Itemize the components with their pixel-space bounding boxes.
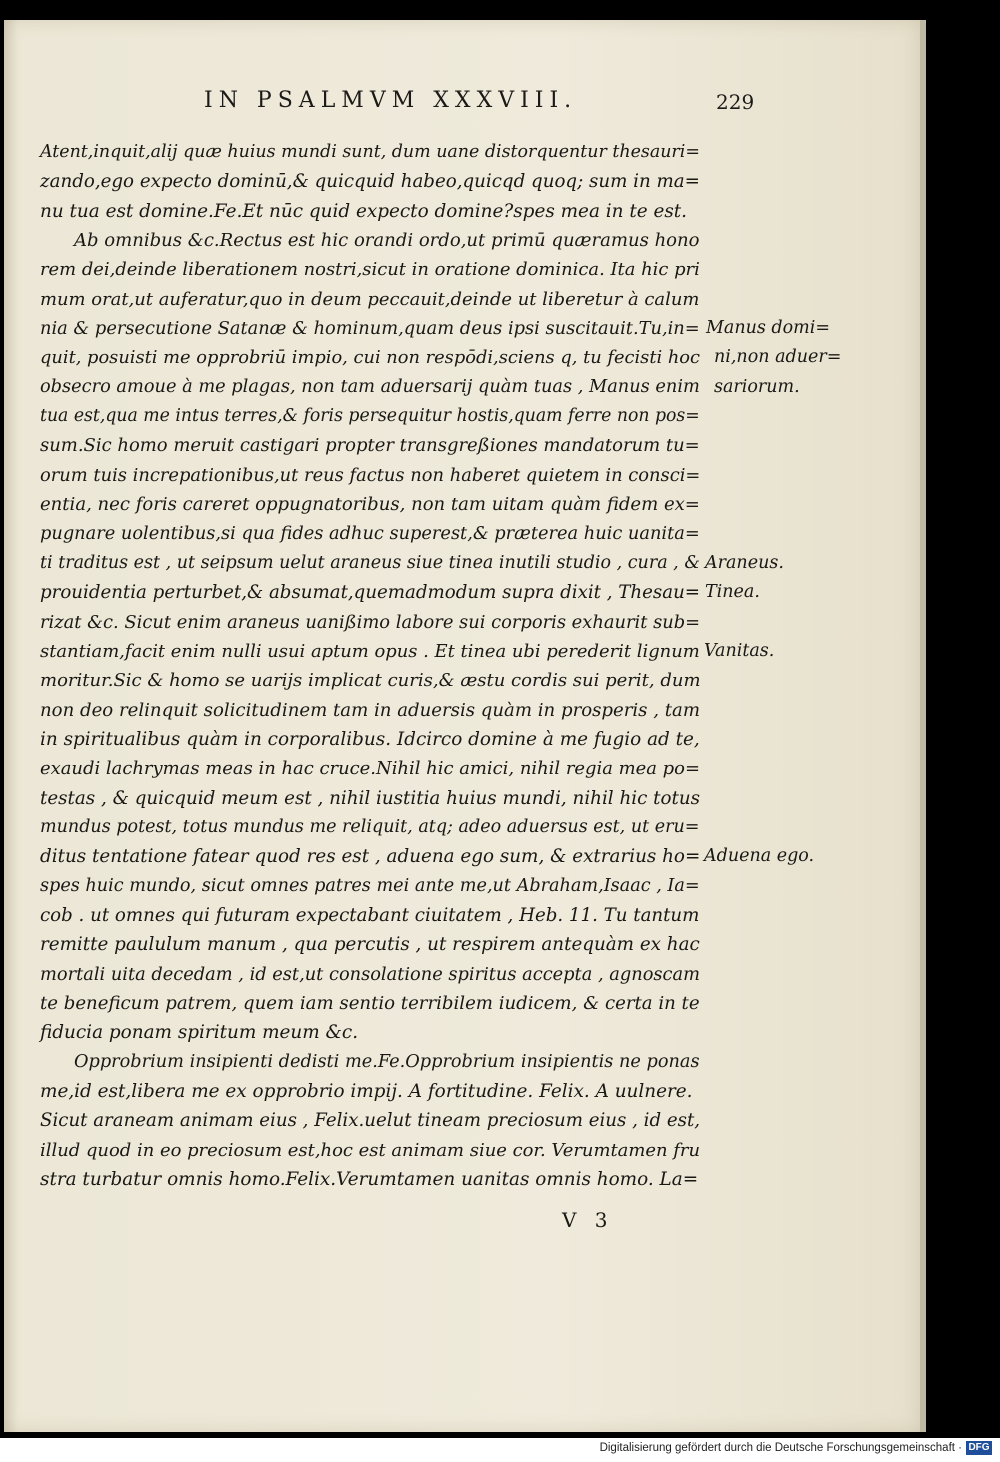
text-line: Ab omnibus &c.Rectus est hic orandi ordo,ut primū quæramus hono [74, 230, 700, 252]
text-line: Atent,inquit,alij quæ huius mundi sunt, dum uane distorquentur thesauri= [40, 142, 700, 162]
text-line: prouidentia perturbet,& absumat,quemadmodum supra dixit , Thesau= [40, 582, 701, 604]
text-line: entia, nec foris careret oppugnatoribus, non tam uitam quàm fidem ex= [40, 494, 700, 516]
text-line: rizat &c. Sicut enim araneus uanißimo labore sui corporis exhaurit sub= [40, 611, 701, 633]
marginal-note: Araneus. [705, 553, 784, 573]
text-line: quit, posuisti me opprobriū impio, cui non respōdi,sciens q, tu fecisti hoc [40, 347, 701, 369]
text-line: zando,ego expecto dominū,& quicquid habeo,quicqd quoq; sum in ma= [40, 171, 700, 193]
text-line: me,id est,libera me ex opprobrio impij. A fortitudine. Felix. A uulnere. [40, 1081, 693, 1102]
text-line: moritur.Sic & homo se uarijs implicat curis,& æstu cordis sui perit, dum [40, 670, 701, 692]
text-line: ditus tentatione fatear quod res est , aduena ego sum, & extrarius ho= [40, 846, 701, 868]
text-line: mundus potest, totus mundus me reliquit, atq; adeo aduersus est, ut eru= [40, 816, 700, 837]
text-line: fiducia ponam spiritum meum &c. [40, 1022, 359, 1044]
marginal-note: Manus domi= [706, 318, 831, 338]
marginal-note: ni,non aduer= [714, 347, 842, 367]
text-line: mortali uita decedam , id est,ut consolatione spiritus accepta , agnoscam [40, 963, 700, 985]
page-number: 229 [716, 90, 755, 114]
signature-mark: V 3 [562, 1208, 614, 1232]
text-line: non deo relinquit solicitudinem tam in aduersis quàm in prosperis , tam [40, 699, 700, 721]
text-line: nia & persecutione Satanæ & hominum,quam deus ipsi suscitauit.Tu,in= [40, 318, 700, 340]
text-line: cob . ut omnes qui futuram expectabant ciuitatem , Heb. 11. Tu tantum [40, 904, 700, 926]
marginal-note: Tinea. [705, 582, 760, 602]
text-line: orum tuis increpationibus,ut reus factus non haberet quietem in consci= [40, 464, 701, 486]
text-line: pugnare uolentibus,si qua fides adhuc superest,& præterea huic uanita= [40, 523, 700, 545]
text-line: exaudi lachrymas meas in hac cruce.Nihil hic amici, nihil regia mea po= [40, 758, 700, 780]
running-head: IN PSALMVM XXXVIII. [204, 88, 578, 113]
text-line: stantiam,facit enim nulli usui aptum opus . Et tinea ubi perederit lignum [40, 640, 700, 662]
funding-credit: Digitalisierung gefördert durch die Deutsche Forschungsgemeinschaft · [599, 1442, 962, 1454]
text-line: nu tua est domine.Fe.Et nūc quid expecto domine?spes mea in te est. [40, 200, 688, 222]
text-line: tua est,qua me intus terres,& foris persequitur hostis,quam ferre non pos= [40, 406, 700, 427]
text-line: mum orat,ut auferatur,quo in deum peccauit,deinde ut liberetur à calum [40, 288, 700, 310]
marginal-note: Aduena ego. [704, 846, 815, 866]
text-line: illud quod in eo preciosum est,hoc est animam siue cor. Verumtamen fru [40, 1139, 701, 1161]
text-line: testas , & quicquid meum est , nihil iustitia huius mundi, nihil hic totus [40, 787, 700, 809]
text-line: Sicut araneam animam eius , Felix.uelut tineam preciosum eius , id est, [40, 1110, 701, 1132]
dfg-logo-icon: DFG [966, 1441, 992, 1455]
text-line: spes huic mundo, sicut omnes patres mei ante me,ut Abraham,Isaac , Ia= [40, 875, 700, 896]
main-text-block [40, 138, 700, 1194]
text-line: sum.Sic homo meruit castigari propter transgreßiones mandatorum tu= [40, 435, 700, 457]
text-line: te beneficum patrem, quem iam sentio terribilem iudicem, & certa in te [40, 992, 700, 1014]
footer-bar [0, 1438, 1000, 1462]
marginal-note: Vanitas. [704, 641, 775, 661]
page-edge [920, 20, 926, 1432]
text-line: obsecro amoue à me plagas, non tam aduersarij quàm tuas , Manus enim [40, 376, 700, 397]
text-line: ti traditus est , ut seipsum uelut araneus siue tinea inutili studio , cura , & [40, 552, 700, 573]
text-line: Opprobrium insipienti dedisti me.Fe.Opprobrium insipientis ne ponas [74, 1051, 700, 1072]
text-line: remitte paululum manum , qua percutis , ut respirem antequàm ex hac [40, 934, 700, 956]
text-line: in spiritualibus quàm in corporalibus. Idcirco domine à me fugio ad te, [40, 728, 700, 750]
text-line: stra turbatur omnis homo.Felix.Verumtamen uanitas omnis homo. La= [40, 1169, 699, 1191]
marginal-note: sariorum. [714, 377, 800, 397]
text-line: rem dei,deinde liberationem nostri,sicut in oratione dominica. Ita hic pri [40, 259, 700, 281]
